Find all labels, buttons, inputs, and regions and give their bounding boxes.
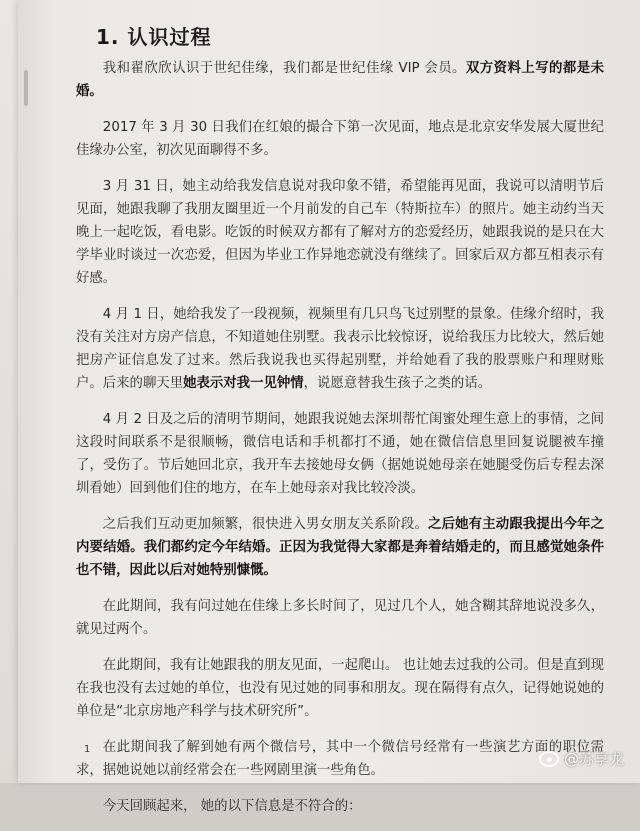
paragraph (76, 116, 604, 162)
paragraph (76, 595, 604, 641)
text-run: 今天回顾起来， 她的以下信息是不符合的： (102, 799, 362, 814)
paragraph-list (76, 57, 604, 818)
text-run: 之后我们互动更加频繁，很快进入男女朋友关系阶段。 (102, 517, 429, 532)
paragraph (76, 303, 604, 395)
text-run: 4 月 2 日及之后的清明节期间，她跟我说她去深圳帮忙闺蜜处理生意上的事情，之间这段时间联系不是很顺畅，微信电话和手机都打不通，她在微信信息里回复说腿被车撞了，受伤了。节后她回北京，我开车去接她母女俩（据她说她母亲在她腿受伤后专程去深圳看她）回到他们住的地方，在车上她母亲对我比较冷淡。 (76, 412, 604, 496)
text-run: 在此期间，我有让她跟我的朋友见面，一起爬山。 也让她去过我的公司。但是直到现在我也没有去过她的单位，也没有见过她的同事和朋友。现在隔得有点久，记得她说她的单位是“北京房地产科学与技术研究所”。 (76, 658, 604, 719)
weibo-watermark (539, 748, 624, 769)
bold-text: 双方资料上写的都是未婚。 (76, 61, 604, 99)
document-body (76, 26, 604, 831)
weibo-icon (539, 751, 559, 767)
watermark-text: @苏享龙 (563, 750, 624, 768)
text-run: 4 月 1 日，她给我发了一段视频，视频里有几只鸟飞过别墅的景象。佳缘介绍时，我没有关注对方房产信息，不知道她住别墅。我表示比较惊讶，说给我压力比较大，然后她把房产证信息发了过来。然后我说我也买得起别墅，并给她看了我的股票账户和理财账户。后来的聊天里 (76, 307, 604, 391)
bold-text: 之后她有主动跟我提出今年之内要结婚。我们都约定今年结婚。正因为我觉得大家都是奔着结婚走的，而且感觉她条件也不错，因此以后对她特别慷慨。 (76, 517, 605, 578)
bold-text: 她表示对我一见钟情 (183, 376, 304, 391)
text-run: 在此期间，我有问过她在佳缘上多长时间了，见过几个人，她含糊其辞地说没多久，就见过两个。 (76, 599, 604, 637)
text-run: ，说愿意替我生孩子之类的话。 (303, 376, 492, 391)
paragraph (76, 175, 604, 290)
section-title: 1. 认识过程 (96, 25, 212, 49)
page-number: 1 (84, 744, 91, 755)
document-page (18, 0, 640, 814)
paragraph (76, 57, 604, 103)
staple-mark (24, 70, 28, 106)
text-run: 3 月 31 日，她主动给我发信息说对我印象不错，希望能再见面，我说可以清明节后见面，她跟我聊了我朋友圈里近一个月前发的自己车（特斯拉车）的照片。她主动约当天晚上一起吃饭，看电影。吃饭的时候双方都有了解对方的恋爱经历，她跟我说的是只在大学毕业时谈过一次恋爱，但因为毕业工作异地恋就没有继续了。回家后双方都互相表示有好感。 (76, 179, 604, 286)
paragraph (76, 513, 604, 582)
paragraph (76, 654, 604, 723)
text-run: 我和翟欣欣认识于世纪佳缘，我们都是世纪佳缘 VIP 会员。 (102, 61, 466, 76)
paragraph (76, 736, 604, 782)
paragraph (76, 408, 604, 500)
paragraph (76, 795, 604, 818)
text-run: 在此期间我了解到她有两个微信号，其中一个微信号经常有一些演艺方面的职位需求，据她说她以前经常会在一些网剧里演一些角色。 (76, 740, 604, 778)
text-run: 2017 年 3 月 30 日我们在红娘的撮合下第一次见面，地点是北京安华发展大厦世纪佳缘办公室，初次见面聊得不多。 (76, 120, 604, 158)
